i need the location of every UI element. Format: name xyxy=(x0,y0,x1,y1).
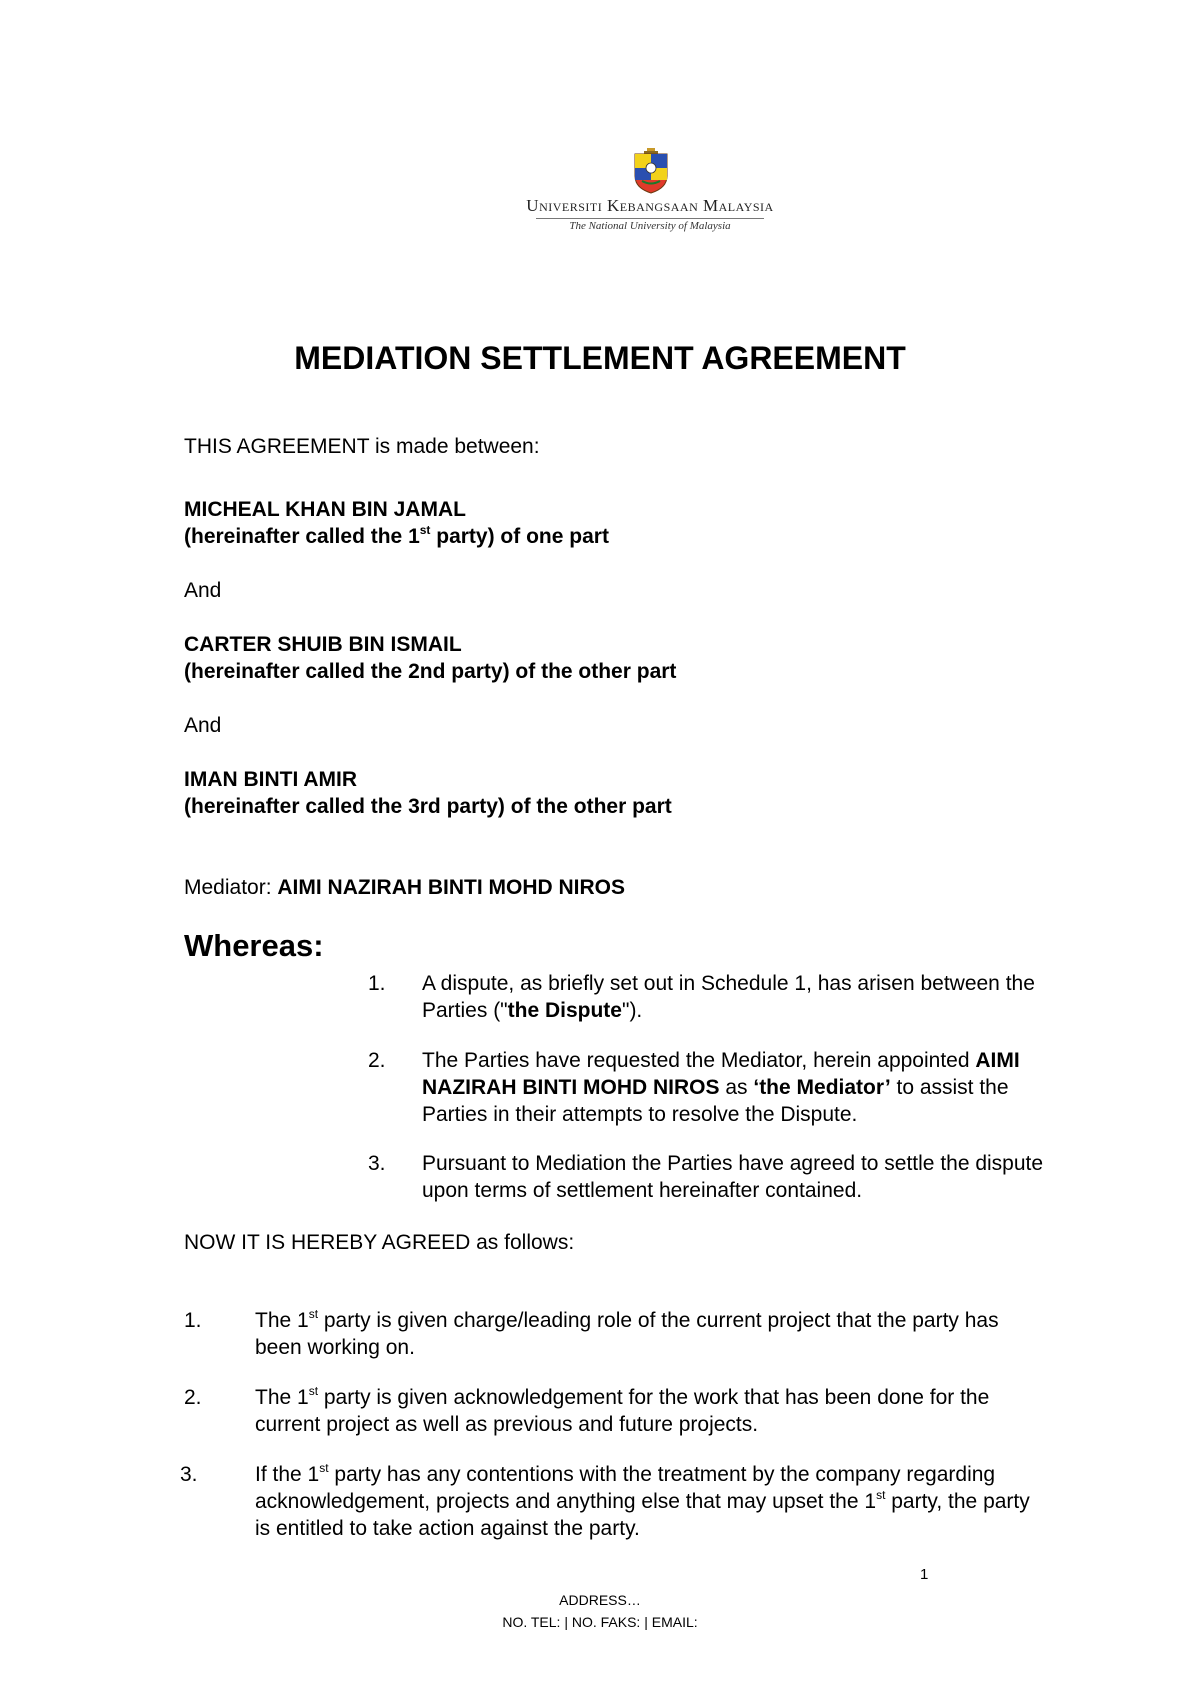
text-span: "). xyxy=(621,999,643,1022)
page-number: 1 xyxy=(920,1566,929,1583)
dispute-term: the Dispute xyxy=(507,999,622,1022)
mediator-term: ‘the Mediator’ xyxy=(753,1076,891,1099)
term-3-line2 xyxy=(255,1488,1030,1515)
agreement-intro: THIS AGREEMENT is made between: xyxy=(184,435,540,458)
text-span: The 1 xyxy=(255,1386,309,1409)
term-2-line2: current project as well as previous and future projects. xyxy=(255,1413,759,1436)
term-1-line2: been working on. xyxy=(255,1336,415,1359)
whereas-item-1-number: 1. xyxy=(368,972,386,995)
term-2 xyxy=(255,1384,989,1438)
whereas-heading: Whereas: xyxy=(184,928,324,963)
whereas-item-1-line2 xyxy=(422,997,1035,1024)
text-span: party is given acknowledgement for the work that has been done for the xyxy=(318,1386,990,1409)
mediator-name-part: NAZIRAH BINTI MOHD NIROS xyxy=(422,1076,720,1099)
term-1 xyxy=(255,1307,999,1361)
text-span: Parties (" xyxy=(422,999,508,1022)
party2-name: CARTER SHUIB BIN ISMAIL xyxy=(184,633,462,656)
whereas-item-1-line1: A dispute, as briefly set out in Schedule 1, has arisen between the xyxy=(422,972,1035,995)
logo-divider xyxy=(536,218,764,219)
whereas-item-1 xyxy=(422,970,1035,1024)
whereas-item-2-line3: Parties in their attempts to resolve the Dispute. xyxy=(422,1103,858,1126)
party3-name: IMAN BINTI AMIR xyxy=(184,768,358,791)
superscript: st xyxy=(319,1461,329,1475)
party1-name: MICHEAL KHAN BIN JAMAL xyxy=(184,498,466,521)
whereas-item-3-line1: Pursuant to Mediation the Parties have agreed to settle the dispute xyxy=(422,1152,1044,1175)
whereas-item-2-line1 xyxy=(422,1047,1020,1074)
mediator-name: AIMI NAZIRAH BINTI MOHD NIROS xyxy=(277,876,626,899)
whereas-item-2-number: 2. xyxy=(368,1049,386,1072)
party1-desc-pre: (hereinafter called the 1 xyxy=(184,525,420,548)
party1-desc-sup: st xyxy=(419,523,431,537)
whereas-item-2-line2 xyxy=(422,1074,1020,1101)
whereas-item-2 xyxy=(422,1047,1020,1128)
whereas-item-3-number: 3. xyxy=(368,1152,386,1175)
superscript: st xyxy=(876,1488,886,1502)
party3-description: (hereinafter called the 3rd party) of the other part xyxy=(184,795,672,818)
mediator-line xyxy=(184,874,625,901)
text-span: party has any contentions with the treatment by the company regarding xyxy=(328,1463,996,1486)
agreed-heading: NOW IT IS HEREBY AGREED as follows: xyxy=(184,1231,575,1254)
mediator-name-part: AIMI xyxy=(975,1049,1020,1072)
footer-address: ADDRESS… xyxy=(559,1592,641,1608)
whereas-item-3 xyxy=(422,1150,1043,1204)
term-2-number: 2. xyxy=(184,1386,202,1409)
text-span: as xyxy=(719,1076,754,1099)
text-span: party, the party xyxy=(885,1490,1030,1513)
text-span: acknowledgement, projects and anything else that may upset the 1 xyxy=(255,1490,877,1513)
party1-desc-post: party) of one part xyxy=(430,525,609,548)
party1-description xyxy=(184,523,609,550)
party2-description: (hereinafter called the 2nd party) of the other part xyxy=(184,660,677,683)
text-span: to assist the xyxy=(890,1076,1009,1099)
mediator-label: Mediator: xyxy=(184,876,278,899)
term-3-line1 xyxy=(255,1461,1030,1488)
superscript: st xyxy=(308,1384,319,1398)
whereas-item-3-line2: upon terms of settlement hereinafter contained. xyxy=(422,1179,863,1202)
footer-contact: NO. TEL: | NO. FAKS: | EMAIL: xyxy=(502,1614,698,1630)
university-name: Universiti Kebangsaan Malaysia xyxy=(526,196,774,215)
term-1-number: 1. xyxy=(184,1309,202,1332)
term-3-line3: is entitled to take action against the party. xyxy=(255,1517,640,1540)
term-1-line1 xyxy=(255,1307,999,1334)
term-3 xyxy=(255,1461,1030,1542)
crest-icon xyxy=(632,148,670,194)
term-2-line1 xyxy=(255,1384,989,1411)
text-span: If the 1 xyxy=(255,1463,320,1486)
text-span: The Parties have requested the Mediator, herein appointed xyxy=(422,1049,976,1072)
term-3-number: 3. xyxy=(180,1463,198,1486)
university-logo xyxy=(520,148,780,238)
and-separator-2: And xyxy=(184,714,222,737)
superscript: st xyxy=(308,1307,319,1321)
text-span: party is given charge/leading role of the current project that the party has xyxy=(318,1309,999,1332)
and-separator-1: And xyxy=(184,579,222,602)
document-title: MEDIATION SETTLEMENT AGREEMENT xyxy=(294,340,906,376)
text-span: The 1 xyxy=(255,1309,309,1332)
university-subtitle: The National University of Malaysia xyxy=(569,220,731,232)
